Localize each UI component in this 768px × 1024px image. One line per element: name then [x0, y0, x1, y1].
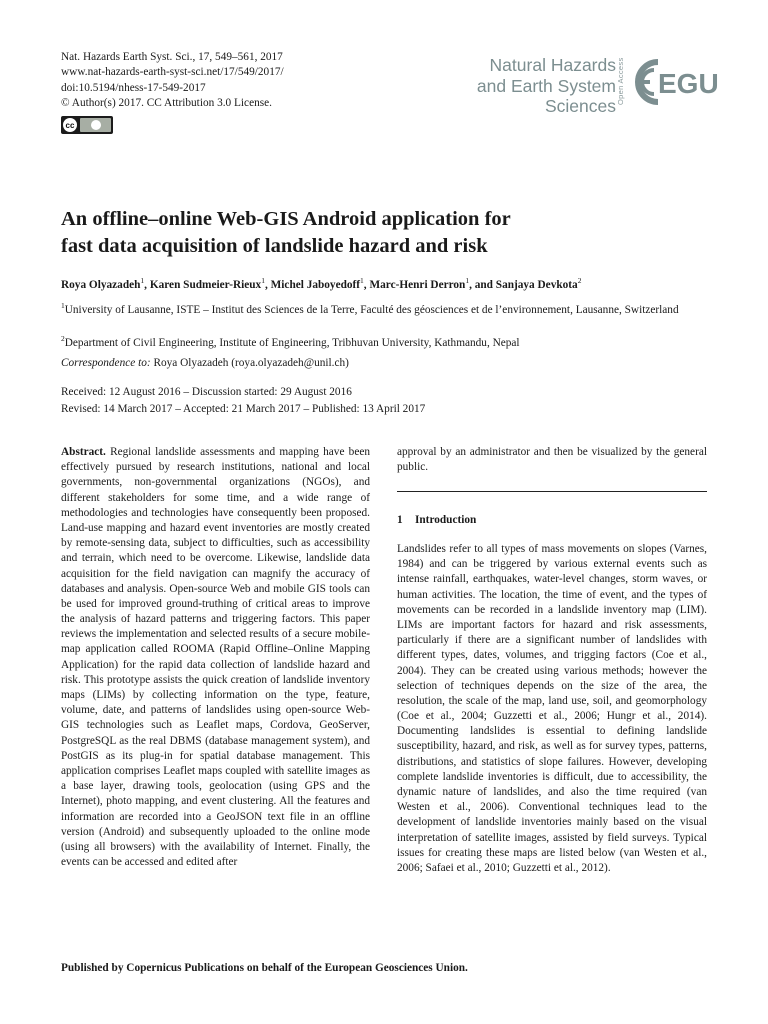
introduction-text: Landslides refer to all types of mass movements on slopes (Varnes, 1984) and can be triggered by various external events such as intense rainfall, earthquakes, water-level changes, storm waves, or human activities. The location, the time of event, and the types of movements can be recorded in a landslide inventory map (LIM). LIMs are important factors for hazard and risk assessments, particularly if there are a significant number of landslides with different types, dates, volumes, and trigging factors (Coe et al., 2004). They can be created using various methods; however the selection of techniques depends on the size of the area, the resolution, the scale of the map, land use, soil, and geomorphology (Coe et al., 2004; Guzzetti et al., 2006; Hungr et al., 2014). Documenting landslides is essential to defining landslide susceptibility, hazard, and risk, as well as for survey types, patterns, distributions, and statistics of slope failures. However, developing complete landslide inventories is difficult, due to accessibility, the dynamic nature of landslides, and also the time required (van Westen et al., 2006). Conventional techniques lead to the development of landslide inventories mainly based on the visual interpretation of satellite images, assisted by field surveys. Typical issues for creating these maps are listed below (van Westen et al., 2006; Safaei et al., 2010; Guzzetti et al., 2012).	[397, 543, 707, 874]
license-text: © Author(s) 2017. CC Attribution 3.0 License.	[61, 97, 272, 110]
publisher-footer: Published by Copernicus Publications on behalf of the European Geosciences Union.	[61, 962, 468, 974]
affiliation-text: University of Lausanne, ISTE – Institut des Sciences de la Terre, Faculté des géosciences et de l’environnement, Lausanne, Switzerland	[64, 303, 679, 316]
affiliation-number: 1	[61, 301, 65, 310]
author-name: Sanjaya Devkota	[495, 278, 578, 291]
author-affiliation-mark: 1	[140, 276, 145, 285]
section-title: Introduction	[415, 514, 477, 526]
author-affiliation-mark: 2	[577, 276, 582, 285]
paper-title-line1: An offline–online Web-GIS Android application for	[61, 208, 511, 230]
journal-info	[61, 50, 284, 112]
author-separator: , and	[469, 278, 496, 291]
journal-logo-line1: Natural Hazards	[489, 55, 616, 75]
author-affiliation-mark: 1	[261, 276, 265, 285]
affiliation-1	[61, 298, 721, 318]
section-heading	[397, 514, 476, 526]
publication-dates	[61, 384, 425, 418]
author-name: Michel Jaboyedoff	[270, 278, 361, 291]
affiliation-number: 2	[61, 334, 65, 343]
abstract-continuation: approval by an administrator and then be visualized by the general public.	[397, 446, 707, 474]
correspondence-contact[interactable]: Roya Olyazadeh (roya.olyazadeh@unil.ch)	[153, 357, 349, 369]
affiliation-2	[61, 331, 721, 351]
by-person-icon	[80, 118, 111, 132]
author-list	[61, 276, 721, 291]
cc-icon: cc	[63, 118, 77, 132]
author-name: Karen Sudmeier-Rieux	[149, 278, 262, 291]
correspondence-label: Correspondence to:	[61, 357, 151, 369]
author-separator: ,	[363, 278, 370, 291]
abstract	[61, 445, 370, 870]
egu-logo-icon	[632, 52, 719, 112]
journal-logo-line2: and Earth System	[476, 75, 616, 96]
section-number: 1	[397, 514, 403, 526]
affiliation-text: Department of Civil Engineering, Institute of Engineering, Tribhuvan University, Kathmandu, Nepal	[64, 336, 520, 349]
dates-line-1: Received: 12 August 2016 – Discussion started: 29 August 2016	[61, 386, 352, 398]
author-affiliation-mark: 1	[465, 276, 470, 285]
correspondence	[61, 357, 349, 369]
abstract-label: Abstract.	[61, 446, 106, 458]
author-affiliation-mark: 1	[360, 276, 364, 285]
abstract-text: Regional landslide assessments and mapping have been effectively pursued by research institutions, national and local governments, non-governmental organizations (NGOs), and different stakeholders for some time, and a wide range of methodologies and technologies have consequently been proposed. Land-use mapping and hazard event inventories are mostly created by remote-sensing data, subject to difficulties, such as accessibility and terrain, which need to be overcome. Likewise, landslide data acquisition for the field navigation can magnify the accuracy of databases and analysis. Open-source Web and mobile GIS tools can be used for improved ground-truthing of critical areas to improve the analysis of hazard patterns and triggering factors. This paper reviews the implementation and selected results of a secure mobile-map application called ROOMA (Rapid Offline–Online Mapping Application) for the rapid data collection of landslide hazard and risk. This prototype assists the quick creation of landslide inventory maps (LIMs) by collecting information on the type, feature, volume, date, and patterns of landslides using open-source Web-GIS technologies such as Leaflet maps, Cordova, GeoServer, PostgreSQL as the real DBMS (database management system), and PostGIS as its plug-in for spatial database management. This application comprises Leaflet maps coupled with satellite images as a base layer, drawing tools, geolocation (using GPS and the Internet), photo mapping, and event clustering. All the features and information are recorded into a GeoJSON text file in an offline version (Android) and subsequently uploaded to the online mode (using all browsers) with the availability of Internet. Finally, the events can be accessed and edited after	[61, 446, 370, 869]
egu-logo-text: EGU	[658, 68, 719, 99]
journal-logo-text	[477, 55, 616, 117]
journal-citation: Nat. Hazards Earth Syst. Sci., 17, 549–561, 2017	[61, 51, 283, 63]
cc-by-license-badge[interactable]	[61, 116, 113, 134]
paper-title	[61, 206, 681, 260]
article-doi[interactable]: doi:10.5194/nhess-17-549-2017	[61, 81, 206, 94]
author-separator: ,	[264, 278, 271, 291]
journal-logo-line3: Sciences	[544, 96, 616, 116]
author-separator: ,	[144, 278, 150, 291]
open-access-label: Open Access	[616, 57, 625, 105]
author-name: Marc-Henri Derron	[369, 278, 466, 291]
abstract-divider	[397, 491, 707, 492]
dates-line-2: Revised: 14 March 2017 – Accepted: 21 March 2017 – Published: 13 April 2017	[61, 403, 426, 415]
author-name: Roya Olyazadeh	[61, 278, 141, 291]
article-url[interactable]: www.nat-hazards-earth-syst-sci.net/17/549/2017/	[61, 66, 284, 79]
paper-title-line2: fast data acquisition of landslide hazard and risk	[61, 235, 488, 257]
